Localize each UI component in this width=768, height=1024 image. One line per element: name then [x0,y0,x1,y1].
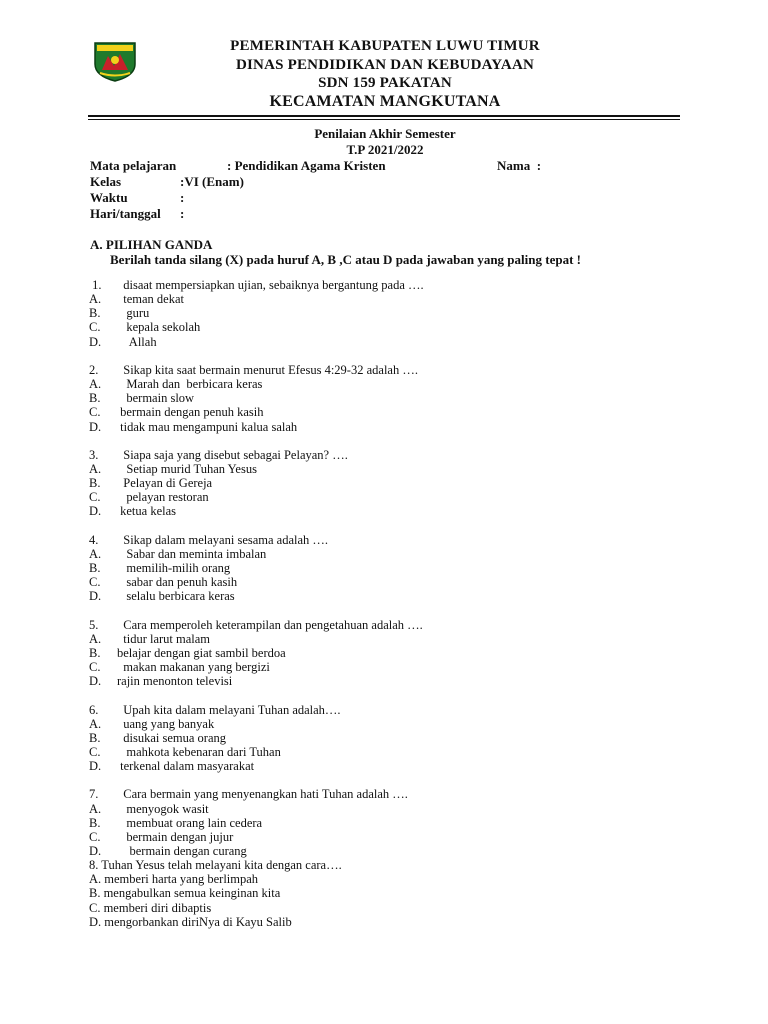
question-line [89,830,233,844]
header-divider-thin [88,119,680,120]
line-marker: C. [89,405,101,420]
question-line [89,915,292,929]
line-marker: A. [89,631,102,646]
line-text: Cara bermain yang menyenangkan hati Tuhan adalah …. [117,787,408,802]
line-text: menyogok wasit [117,801,209,816]
line-text: uang yang banyak [117,716,215,731]
line-text: selalu berbicara keras [117,589,235,604]
letterhead-line-2: DINAS PENDIDIKAN DAN KEBUDAYAAN [235,56,535,73]
question-line [89,731,226,745]
subject-value: : Pendidikan Agama Kristen [227,158,386,173]
line-text: tidur larut malam [117,631,211,646]
line-marker: B. [89,391,101,406]
line-marker: D. [89,589,102,604]
question-line [89,717,214,731]
question-line [89,618,423,632]
line-marker: A. [89,461,102,476]
question-line [89,872,258,886]
question-line [89,391,194,405]
question-line [89,476,212,490]
question-line [89,674,232,688]
line-marker: B. [89,306,101,321]
question-line [89,448,348,462]
date-value: : [180,206,185,221]
question-line [89,858,342,872]
class-label: Kelas [90,174,122,189]
line-text: makan makanan yang bergizi [117,660,270,675]
line-text: disukai semua orang [117,730,227,745]
line-marker: 5. [89,617,99,632]
line-marker: A. [89,377,102,392]
line-text: teman dekat [117,292,184,307]
line-marker: D. [89,419,102,434]
question-line [89,901,211,915]
line-text: bermain slow [117,391,195,406]
question-line [89,787,408,801]
line-marker: C. [89,744,101,759]
question-line [89,547,266,561]
line-marker: A. [89,546,102,561]
line-text: tidak mau mengampuni kalua salah [117,419,298,434]
line-marker: B. [89,815,101,830]
line-text: Allah [117,334,157,349]
time-value: : [180,190,185,205]
question-line [89,292,184,306]
line-text: sabar dan penuh kasih [117,575,238,590]
question-line [89,703,341,717]
line-text: rajin menonton televisi [117,674,233,689]
time-label: Waktu [90,190,128,205]
line-text: Sabar dan meminta imbalan [117,546,267,561]
line-text: disaat mempersiapkan ujian, sebaiknya bergantung pada …. [117,278,424,292]
question-line [89,490,209,504]
regency-logo [92,40,138,82]
question-line [89,278,424,292]
line-text: mahkota kebenaran dari Tuhan [117,744,281,759]
question-line [89,504,176,518]
line-text: ketua kelas [117,504,177,519]
question-line [89,660,270,674]
question-line [89,802,209,816]
question-line [89,533,328,547]
question-line [89,434,117,448]
question-line [89,688,117,702]
question-line [89,363,418,377]
question-line [89,561,230,575]
question-line [89,816,262,830]
line-marker: 3. [89,447,99,462]
line-marker: C. [89,660,101,675]
section-instruction: Berilah tanda silang (X) pada huruf A, B ,C atau D pada jawaban yang paling tepat ! [110,252,581,267]
line-text: bermain dengan curang [117,844,247,858]
question-line [89,886,280,900]
question-line [89,306,149,320]
question-line [89,603,117,617]
line-marker: 2. [89,362,99,377]
line-marker: D. [89,674,102,689]
line-text: pelayan restoran [117,490,209,505]
line-text: belajar dengan giat sambil berdoa [117,645,286,660]
line-marker: D. [89,504,102,519]
subject-label: Mata pelajaran [90,158,177,173]
line-marker: B. [89,730,101,745]
line-text: Upah kita dalam melayani Tuhan adalah…. [117,702,341,717]
question-line [89,462,257,476]
question-line [89,320,200,334]
line-text: A. memberi harta yang berlimpah [89,872,259,887]
question-line [89,575,237,589]
line-marker: 7. [89,787,99,802]
line-text: B. mengabulkan semua keinginan kita [89,886,281,901]
letterhead [140,37,630,111]
question-line [89,519,117,533]
question-line [89,844,247,858]
line-text: bermain dengan penuh kasih [117,405,264,420]
class-value: :VI (Enam) [180,174,244,189]
line-marker: D. [89,759,102,774]
line-marker: C. [89,829,101,844]
question-line [89,377,262,391]
line-marker: 1. [89,278,102,292]
line-text: Sikap dalam melayani sesama adalah …. [117,532,329,547]
line-marker: B. [89,476,101,491]
exam-title: Penilaian Akhir Semester [314,126,456,141]
date-label: Hari/tanggal [90,206,161,221]
line-marker: A. [89,716,102,731]
line-marker: C. [89,490,101,505]
line-marker: C. [89,320,101,335]
line-marker: D. [89,334,102,349]
line-text: Pelayan di Gereja [117,476,213,491]
question-line [89,335,157,349]
line-text: kepala sekolah [117,320,201,335]
letterhead-line-1: PEMERINTAH KABUPATEN LUWU TIMUR [230,38,540,54]
line-marker: 6. [89,702,99,717]
line-text: guru [117,306,150,321]
question-line [89,632,210,646]
line-text: Sikap kita saat bermain menurut Efesus 4:29-32 adalah …. [117,362,418,377]
line-text: D. mengorbankan diriNya di Kayu Salib [89,914,292,929]
section-title: A. PILIHAN GANDA [90,237,213,252]
name-label: Nama : [497,158,542,173]
line-text: bermain dengan jujur [117,829,234,844]
line-text: C. memberi diri dibaptis [89,900,212,915]
line-text: Cara memperoleh keterampilan dan pengetahuan adalah …. [117,617,423,632]
line-text: 8. Tuhan Yesus telah melayani kita dengan cara…. [89,858,342,873]
line-text: Siapa saja yang disebut sebagai Pelayan? …. [117,447,348,462]
line-marker: D. [89,844,102,858]
exam-year: T.P 2021/2022 [346,142,424,157]
line-marker: C. [89,575,101,590]
line-marker: B. [89,645,101,660]
letterhead-line-4: KECAMATAN MANGKUTANA [269,92,501,110]
question-line [89,349,117,363]
question-line [89,405,263,419]
line-text: Setiap murid Tuhan Yesus [117,461,257,476]
line-text: membuat orang lain cedera [117,815,263,830]
question-line [89,420,297,434]
question-line [89,745,281,759]
line-marker: B. [89,561,101,575]
line-text: Marah dan berbicara keras [117,377,263,392]
question-line [89,589,235,603]
question-line [89,646,286,660]
question-line [89,773,117,787]
line-text: memilih-milih orang [117,561,231,575]
letterhead-line-3: SDN 159 PAKATAN [318,75,452,91]
line-marker: A. [89,801,102,816]
line-text: terkenal dalam masyarakat [117,759,255,774]
header-divider [88,115,680,117]
question-line [89,759,254,773]
line-marker: 4. [89,532,99,547]
line-marker: A. [89,292,102,307]
